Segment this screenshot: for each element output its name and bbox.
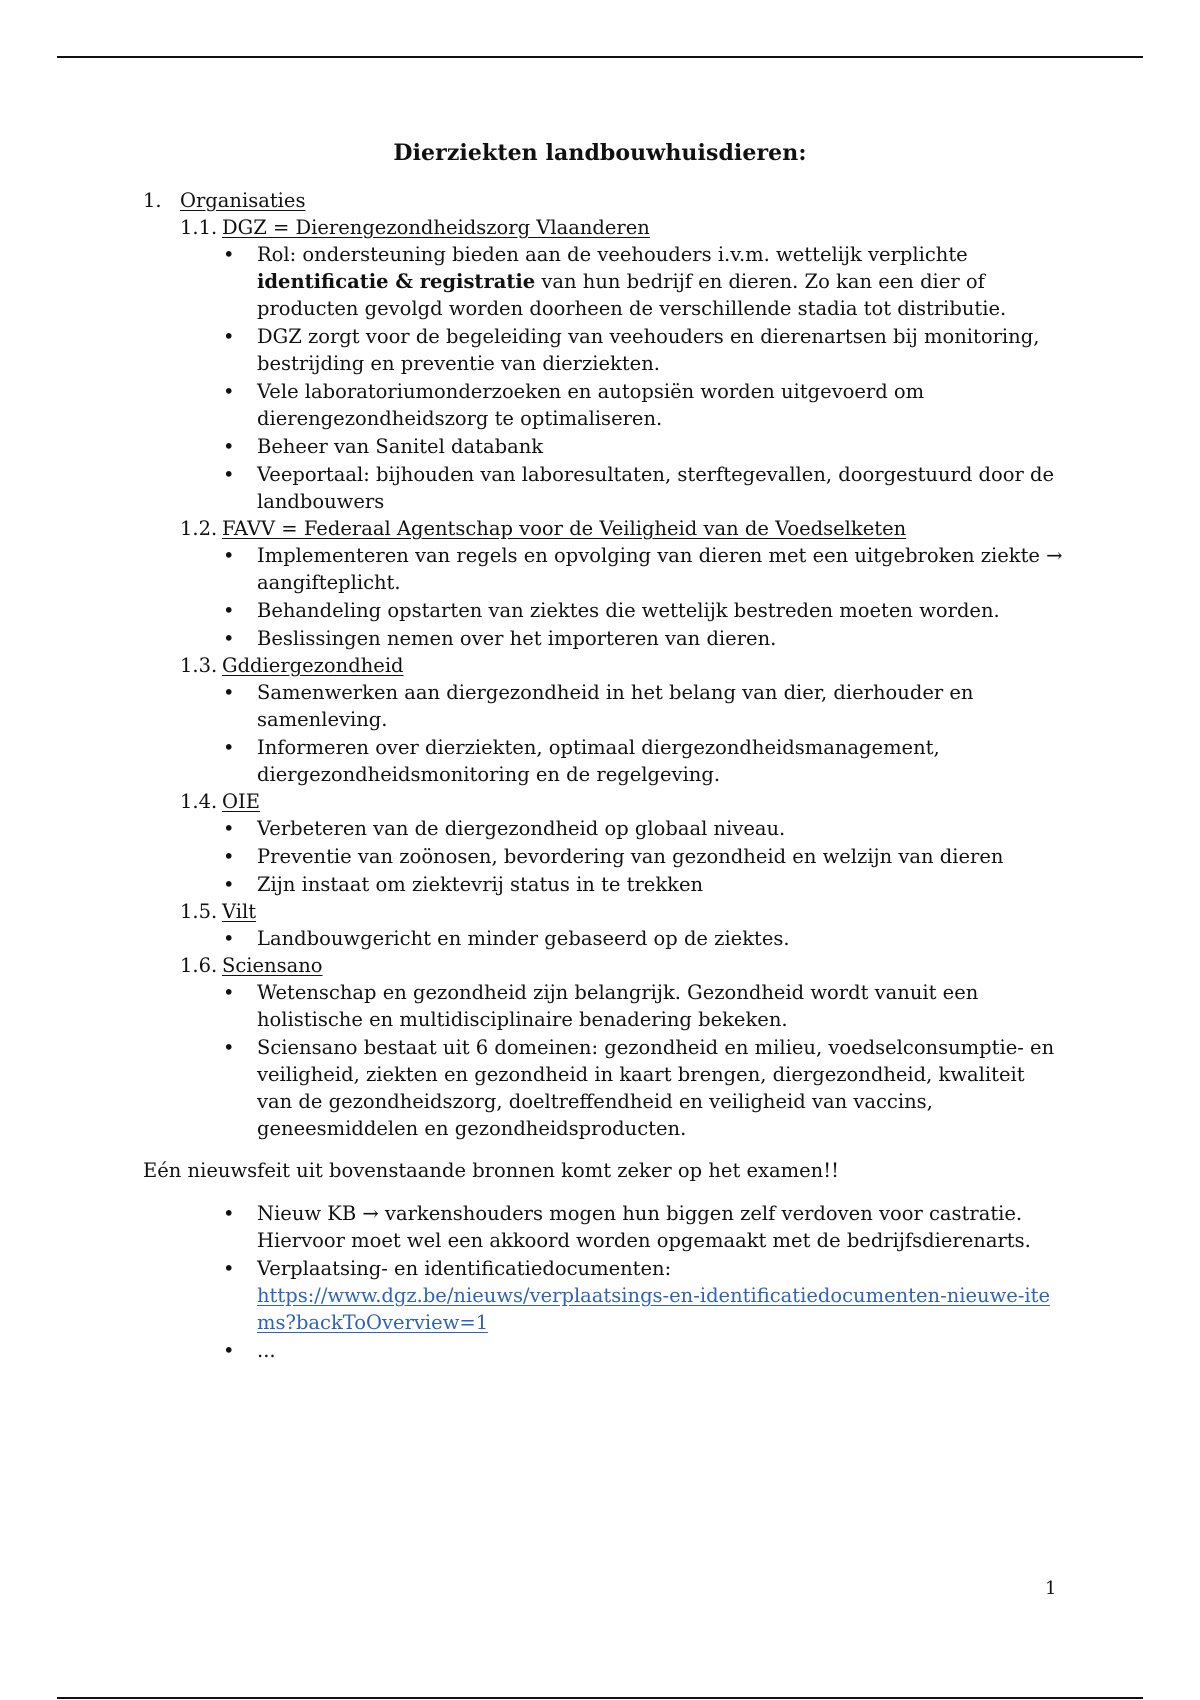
subsection-dgz bbox=[180, 214, 1063, 241]
subsection-vilt bbox=[180, 898, 1063, 925]
gd-bullet-list bbox=[143, 679, 1063, 788]
subsection-heading: DGZ = Dierengezondheidszorg Vlaanderen bbox=[222, 216, 650, 239]
subsection-oie bbox=[180, 788, 1063, 815]
list-item: • Implementeren van regels en opvolging van dieren met een uitgebroken ziekte → aangifteplicht. bbox=[143, 542, 1063, 596]
sciensano-bullet-list bbox=[143, 979, 1063, 1142]
footer-rule bbox=[57, 1697, 1143, 1699]
list-item: • Informeren over dierziekten, optimaal diergezondheidsmanagement, diergezondheidsmonitoring en de regelgeving. bbox=[143, 734, 1063, 788]
list-item: • Beheer van Sanitel databank bbox=[143, 433, 1063, 460]
document-body bbox=[143, 187, 1063, 1364]
list-item: • Nieuw KB → varkenshouders mogen hun biggen zelf verdoven voor castratie. Hiervoor moet wel een akkoord worden opgemaakt met de bedrijfsdierenarts. bbox=[143, 1200, 1063, 1254]
dgz-news-link[interactable]: https://www.dgz.be/nieuws/verplaatsings-en-identificatiedocumenten-nieuwe-items?backToOverview=1 bbox=[257, 1284, 1051, 1334]
subsection-number: 1.6. bbox=[180, 954, 218, 977]
list-item: • Zijn instaat om ziektevrij status in te trekken bbox=[143, 871, 1063, 898]
list-item: • Verbeteren van de diergezondheid op globaal niveau. bbox=[143, 815, 1063, 842]
list-item: • Behandeling opstarten van ziektes die wettelijk bestreden moeten worden. bbox=[143, 597, 1063, 624]
dgz-bullet-list bbox=[143, 241, 1063, 515]
header-rule bbox=[57, 56, 1143, 58]
subsection-heading: Sciensano bbox=[222, 954, 323, 977]
subsection-number: 1.4. bbox=[180, 790, 218, 813]
list-item: • Beslissingen nemen over het importeren van dieren. bbox=[143, 625, 1063, 652]
subsection-heading: Gddiergezondheid bbox=[222, 654, 404, 677]
list-item: • DGZ zorgt voor de begeleiding van veehouders en dierenartsen bij monitoring, bestrijding en preventie van dierziekten. bbox=[143, 323, 1063, 377]
vilt-bullet-list bbox=[143, 925, 1063, 952]
subsection-gddiergezondheid bbox=[180, 652, 1063, 679]
list-item: • Wetenschap en gezondheid zijn belangrijk. Gezondheid wordt vanuit een holistische en multidisciplinaire benadering bekeken. bbox=[143, 979, 1063, 1033]
subsection-number: 1.5. bbox=[180, 900, 218, 923]
subsection-favv bbox=[180, 515, 1063, 542]
news-bullet-list bbox=[143, 1200, 1063, 1364]
subsection-number: 1.3. bbox=[180, 654, 218, 677]
news-intro: Eén nieuwsfeit uit bovenstaande bronnen komt zeker op het examen!! bbox=[143, 1159, 839, 1182]
list-item: • Samenwerken aan diergezondheid in het belang van dier, dierhouder en samenleving. bbox=[143, 679, 1063, 733]
list-item: • Verplaatsing- en identificatiedocumenten: https://www.dgz.be/nieuws/verplaatsings-en-identificatiedocumenten-nieuwe-items?backToOverview=1 bbox=[143, 1255, 1063, 1336]
subsection-number: 1.2. bbox=[180, 517, 218, 540]
list-item: • Preventie van zoönosen, bevordering van gezondheid en welzijn van dieren bbox=[143, 843, 1063, 870]
favv-bullet-list bbox=[143, 542, 1063, 652]
section-heading: Organisaties bbox=[180, 189, 306, 212]
page-title: Dierziekten landbouwhuisdieren: bbox=[393, 140, 807, 166]
subsection-heading: FAVV = Federaal Agentschap voor de Veiligheid van de Voedselketen bbox=[222, 517, 907, 540]
oie-bullet-list bbox=[143, 815, 1063, 898]
section-number: 1. bbox=[143, 189, 162, 212]
list-item: • Landbouwgericht en minder gebaseerd op de ziektes. bbox=[143, 925, 1063, 952]
subsection-heading: OIE bbox=[222, 790, 260, 813]
subsection-heading: Vilt bbox=[222, 900, 257, 923]
page-number: 1 bbox=[1045, 1578, 1057, 1599]
list-item: • Sciensano bestaat uit 6 domeinen: gezondheid en milieu, voedselconsumptie- en veiligheid, ziekten en gezondheid in kaart brengen, diergezondheid, kwaliteit van de gezondheidszorg, doeltreffendheid en veiligheid van vaccins, geneesmiddelen en gezondheidsproducten. bbox=[143, 1034, 1063, 1142]
subsection-number: 1.1. bbox=[180, 216, 218, 239]
subsection-sciensano bbox=[180, 952, 1063, 979]
bold-term: identificatie & registratie bbox=[257, 270, 536, 293]
list-item: • Rol: ondersteuning bieden aan de veehouders i.v.m. wettelijk verplichte identificatie & registratie van hun bedrijf en dieren. Zo kan een dier of producten gevolgd worden doorheen de verschillende stadia tot distributie. bbox=[143, 241, 1063, 322]
section-organisaties bbox=[143, 187, 1063, 214]
list-item: • Veeportaal: bijhouden van laboresultaten, sterftegevallen, doorgestuurd door de landbouwers bbox=[143, 461, 1063, 515]
list-item: • Vele laboratoriumonderzoeken en autopsiën worden uitgevoerd om dierengezondheidszorg te optimaliseren. bbox=[143, 378, 1063, 432]
list-item: • ... bbox=[143, 1337, 1063, 1364]
